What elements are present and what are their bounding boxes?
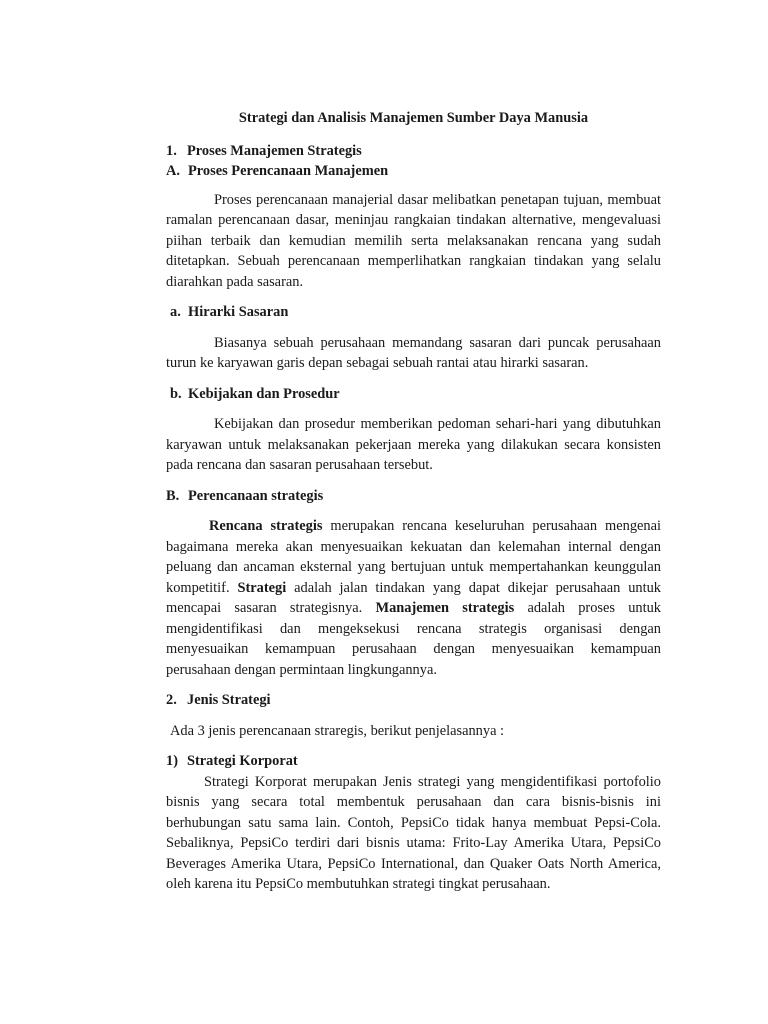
section-a-number: A.: [166, 163, 180, 179]
section-a-paragraph: Proses perencanaan manajerial dasar melibatkan penetapan tujuan, membuat ramalan perencanaan dasar, meninjau rangkaian tindakan alternative, mengevaluasi piihan terbaik dan kemudian memilih serta melaksanakan rencana yang sudah ditetapkan. Sebuah perencanaan memperlihatkan rangkaian tindakan yang selalu diarahkan pada sasaran.: [166, 191, 661, 290]
sub-b-number: b.: [170, 385, 182, 402]
section-b-paragraph: [166, 516, 661, 680]
item-1-number: 1): [166, 753, 178, 769]
term-manajemen-strategis: Manajemen strategis: [375, 600, 515, 616]
item-1-heading: [166, 751, 661, 772]
item-1-paragraph: Strategi Korporat merupakan Jenis strategi yang mengidentifikasi portofolio bisnis yang secara total membentuk perusahaan dan cara bisnis-bisnis ini berhubungan satu sama lain. Contoh, PepsiCo tidak hanya membuat Pepsi-Cola. Sebaliknya, PepsiCo terdiri dari bisnis utama: Frito-Lay Amerika Utara, PepsiCo Beverages Amerika Utara, PepsiCo International, dan Quaker Oats North America, oleh karena itu PepsiCo membutuhkan strategi tingkat perusahaan.: [166, 773, 661, 892]
term-rencana-strategis: Rencana strategis: [209, 518, 323, 534]
section-b-title: Perencanaan strategis: [188, 487, 324, 504]
section-b-heading: [166, 486, 661, 507]
section-a-heading: [166, 161, 661, 182]
section-b-text-2: adalah jalan tindakan yang dapat dikejar perusahaan untuk mencapai sasaran strategisnya.: [166, 579, 661, 616]
document-page: [166, 108, 661, 895]
sub-b-title: Kebijakan dan Prosedur: [188, 385, 340, 402]
document-title: Strategi dan Analisis Manajemen Sumber Daya Manusia: [238, 110, 589, 126]
section-b-text-1: merupakan rencana keseluruhan perusahaan mengenai bagaimana mereka akan menyesuaikan kekuatan dan kelemahan internal dengan peluang dan ancaman eksternal yang bertujuan untuk mempertahankan keunggulan kompetitif.: [166, 518, 661, 596]
term-strategi: Strategi: [237, 579, 287, 596]
sub-a-number: a.: [170, 304, 181, 320]
sub-a-paragraph: Biasanya sebuah perusahaan memandang sasaran dari puncak perusahaan turun ke karyawan garis depan sebagai sebuah rantai atau hirarki sasaran.: [166, 334, 661, 371]
section-2-intro: Ada 3 jenis perencanaan straregis, berikut penjelasannya :: [170, 722, 505, 739]
section-2-number: 2.: [166, 692, 177, 708]
section-2-heading: [166, 690, 661, 711]
sub-b-heading: [170, 384, 661, 405]
item-1-title: Strategi Korporat: [187, 753, 298, 769]
section-a-title: Proses Perencanaan Manajemen: [188, 163, 389, 179]
section-b-text-3: adalah proses untuk mengidentifikasi dan mengeksekusi rencana strategis organisasi dengan menyesuaikan kemampuan perusahaan dengan menyesuaikan kemampuan perusahaan dengan permintaan lingkungannya.: [166, 600, 661, 678]
sub-b-paragraph: Kebijakan dan prosedur memberikan pedoman sehari-hari yang dibutuhkan karyawan untuk melaksanakan pekerjaan mereka yang dilakukan secara konsisten pada rencana dan sasaran perusahaan tersebut.: [166, 416, 661, 473]
section-2-title: Jenis Strategi: [187, 692, 271, 708]
section-1-title: Proses Manajemen Strategis: [187, 142, 362, 159]
section-1-heading: [166, 141, 661, 162]
sub-a-heading: [170, 302, 661, 323]
sub-a-title: Hirarki Sasaran: [188, 304, 289, 320]
section-1-number: 1.: [166, 142, 177, 159]
section-b-number: B.: [166, 487, 180, 504]
